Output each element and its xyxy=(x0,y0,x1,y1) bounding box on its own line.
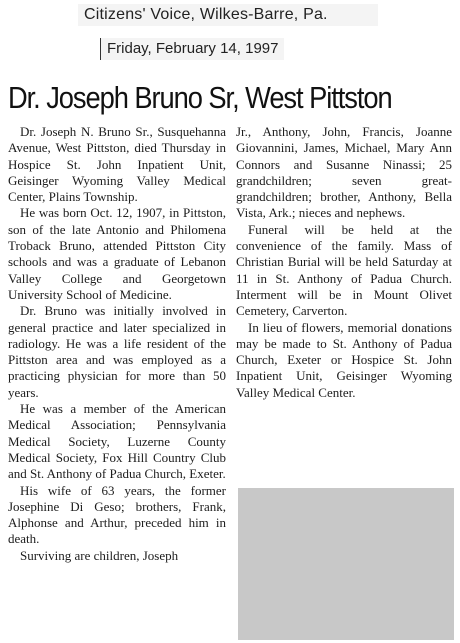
newspaper-name: Citizens' Voice, Wilkes-Barre, Pa. xyxy=(78,4,378,26)
publication-date: Friday, February 14, 1997 xyxy=(100,38,284,60)
obituary-headline: Dr. Joseph Bruno Sr, West Pittston xyxy=(8,80,392,115)
paragraph-funeral: Funeral will be held at the convenience of the family. Mass of Christian Burial will be held Saturday at 11 in St. Anthony of Padua Church. Interment will be in Mount Olivet Cemetery, Carverton. xyxy=(236,221,452,319)
article-column-right xyxy=(236,124,452,401)
article-column-left xyxy=(8,124,226,564)
paragraph-predeceased: His wife of 63 years, the former Josephine Di Geso; brothers, Frank, Alphonse and Arthur, preceded him in death. xyxy=(8,482,226,547)
paragraph-birth-education: He was born Oct. 12, 1907, in Pittston, son of the late Antonio and Philomena Troback Bruno, attended Pittston City schools and was a graduate of Lebanon Valley College and Georgetown University School of Medicine. xyxy=(8,205,226,302)
paragraph-memorial-donations: In lieu of flowers, memorial donations may be made to St. Anthony of Padua Church, Exeter or Hospice St. John Inpatient Unit, Geisinger Wyoming Valley Medical Center. xyxy=(236,319,452,400)
paragraph-survivors-continued: Jr., Anthony, John, Francis, Joanne Giovannini, James, Michael, Mary Ann Connors and Susanne Ninassi; 25 grandchildren; seven great-grandchildren; brother, Anthony, Bella Vista, Ark.; nieces and nephews. xyxy=(236,124,452,221)
paragraph-death-notice: Dr. Joseph N. Bruno Sr., Susquehanna Avenue, West Pittston, died Thursday in Hospice St. John Inpatient Unit, Geisinger Wyoming Valley Medical Center, Plains Township. xyxy=(8,124,226,205)
paragraph-career: Dr. Bruno was initially involved in general practice and later specialized in radiology. He was a life resident of the Pittston area and was employed as a practicing physician for more than 50 years. xyxy=(8,303,226,400)
photo-placeholder xyxy=(238,488,454,640)
paragraph-memberships: He was a member of the American Medical Association; Pennsylvania Medical Society, Luzerne County Medical Society, Fox Hill Country Club and St. Anthony of Padua Church, Exeter. xyxy=(8,401,226,482)
paragraph-survivors-start: Surviving are children, Joseph xyxy=(20,547,179,563)
